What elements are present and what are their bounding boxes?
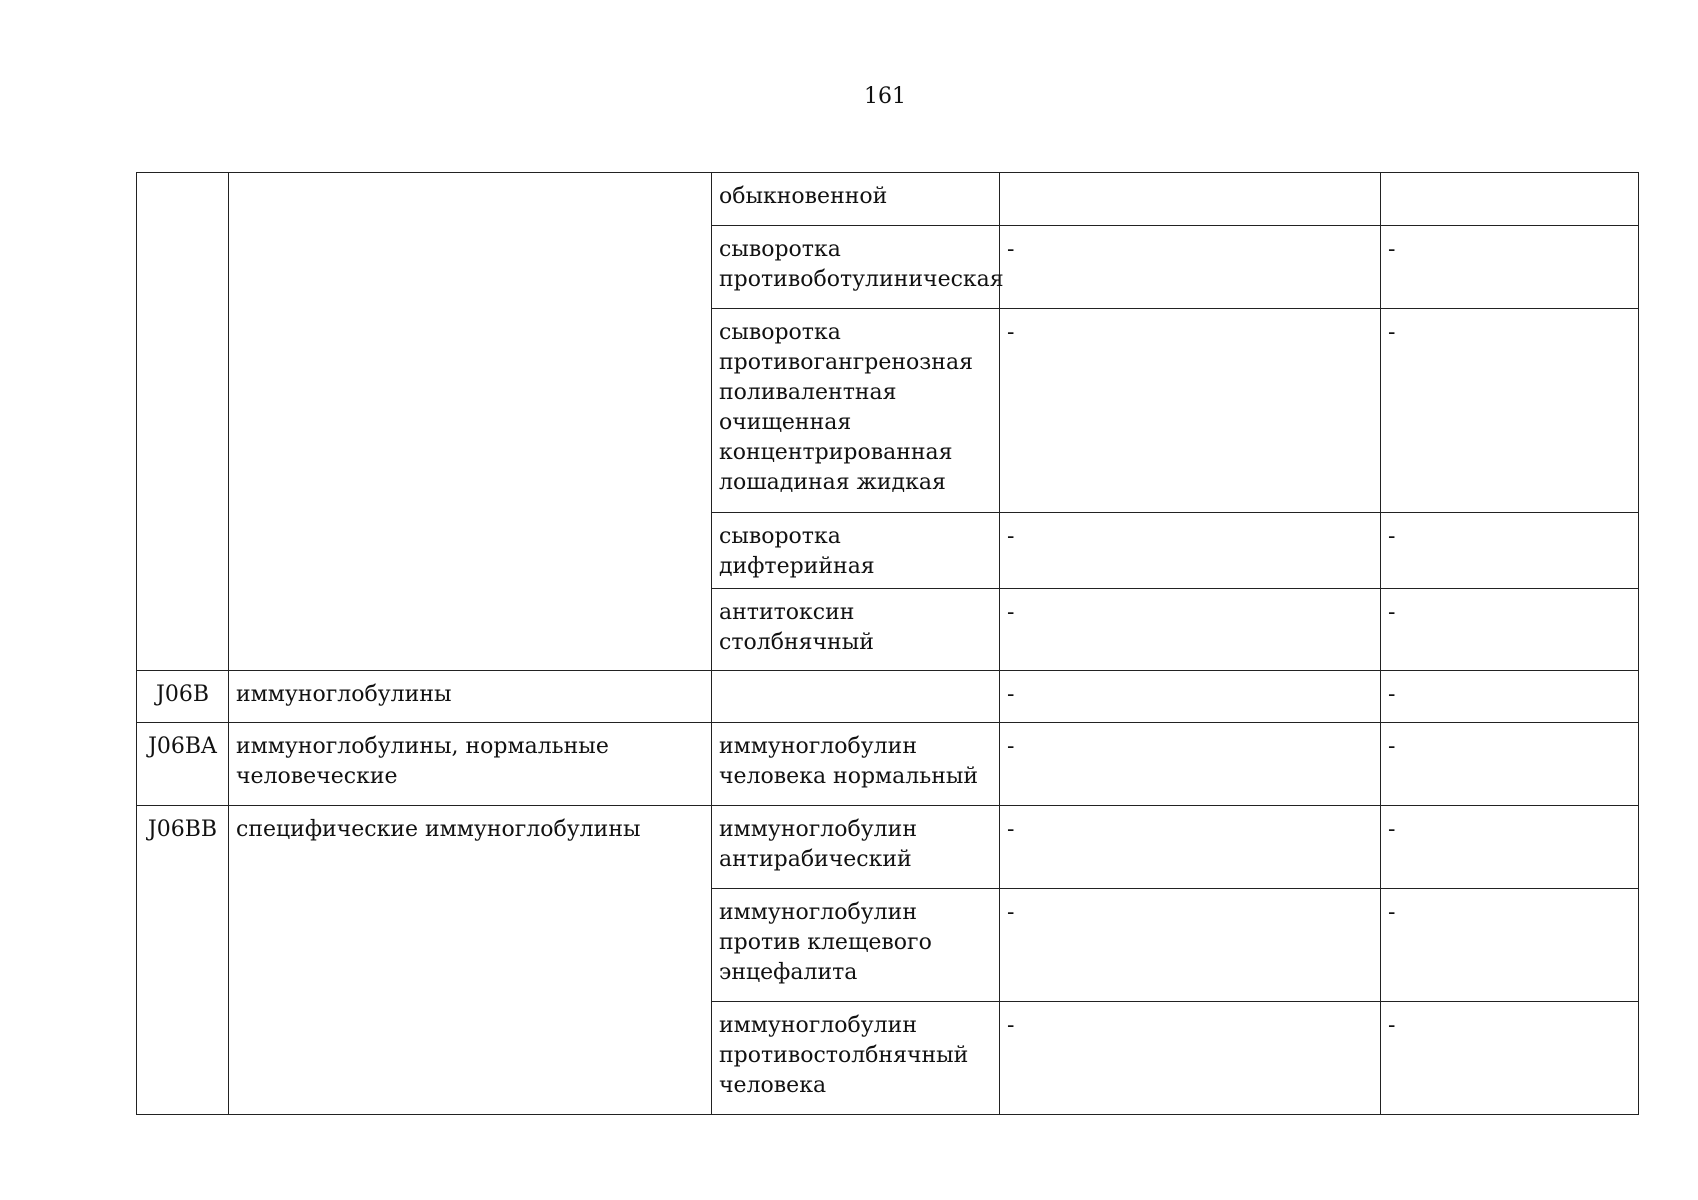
dosage-form-cell: - — [1000, 723, 1381, 806]
note-cell: - — [1381, 806, 1639, 889]
note-cell: - — [1381, 226, 1639, 309]
drug-name-cell: иммуноглобулин человека нормальный — [712, 723, 1000, 806]
drug-name-cell: иммуноглобулин противостолбнячный человека — [712, 1002, 1000, 1115]
note-cell: - — [1381, 309, 1639, 513]
dosage-form-cell: - — [1000, 513, 1381, 589]
drug-name-cell: иммуноглобулин антирабический — [712, 806, 1000, 889]
dosage-form-cell: - — [1000, 226, 1381, 309]
group-name-cell: иммуноглобулины — [229, 671, 712, 723]
dosage-form-cell: - — [1000, 309, 1381, 513]
note-cell: - — [1381, 589, 1639, 671]
group-name-cell: иммуноглобулины, нормальные человеческие — [229, 723, 712, 806]
medication-table — [136, 172, 1639, 1115]
note-cell — [1381, 173, 1639, 226]
dosage-form-cell: - — [1000, 889, 1381, 1002]
drug-name-cell: сыворотка противоботулиническая — [712, 226, 1000, 309]
dosage-form-cell: - — [1000, 1002, 1381, 1115]
code-cell — [137, 173, 229, 671]
note-cell: - — [1381, 723, 1639, 806]
drug-name-cell: сыворотка противогангренозная поливалентная очищенная концентрированная лошадиная жидкая — [712, 309, 1000, 513]
group-name-cell — [229, 173, 712, 671]
note-cell: - — [1381, 671, 1639, 723]
drug-name-cell: антитоксин столбнячный — [712, 589, 1000, 671]
dosage-form-cell — [1000, 173, 1381, 226]
code-cell: J06BA — [137, 723, 229, 806]
note-cell: - — [1381, 1002, 1639, 1115]
dosage-form-cell: - — [1000, 806, 1381, 889]
table-row — [137, 806, 1639, 889]
code-cell: J06B — [137, 671, 229, 723]
drug-name-cell — [712, 671, 1000, 723]
code-cell: J06BB — [137, 806, 229, 1115]
dosage-form-cell: - — [1000, 671, 1381, 723]
table-row — [137, 671, 1639, 723]
drug-name-cell: иммуноглобулин против клещевого энцефалита — [712, 889, 1000, 1002]
dosage-form-cell: - — [1000, 589, 1381, 671]
table-row — [137, 173, 1639, 226]
table-row — [137, 723, 1639, 806]
drug-name-cell: обыкновенной — [712, 173, 1000, 226]
group-name-cell: специфические иммуноглобулины — [229, 806, 712, 1115]
note-cell: - — [1381, 889, 1639, 1002]
drug-name-cell: сыворотка дифтерийная — [712, 513, 1000, 589]
note-cell: - — [1381, 513, 1639, 589]
page-number: 161 — [864, 84, 906, 109]
